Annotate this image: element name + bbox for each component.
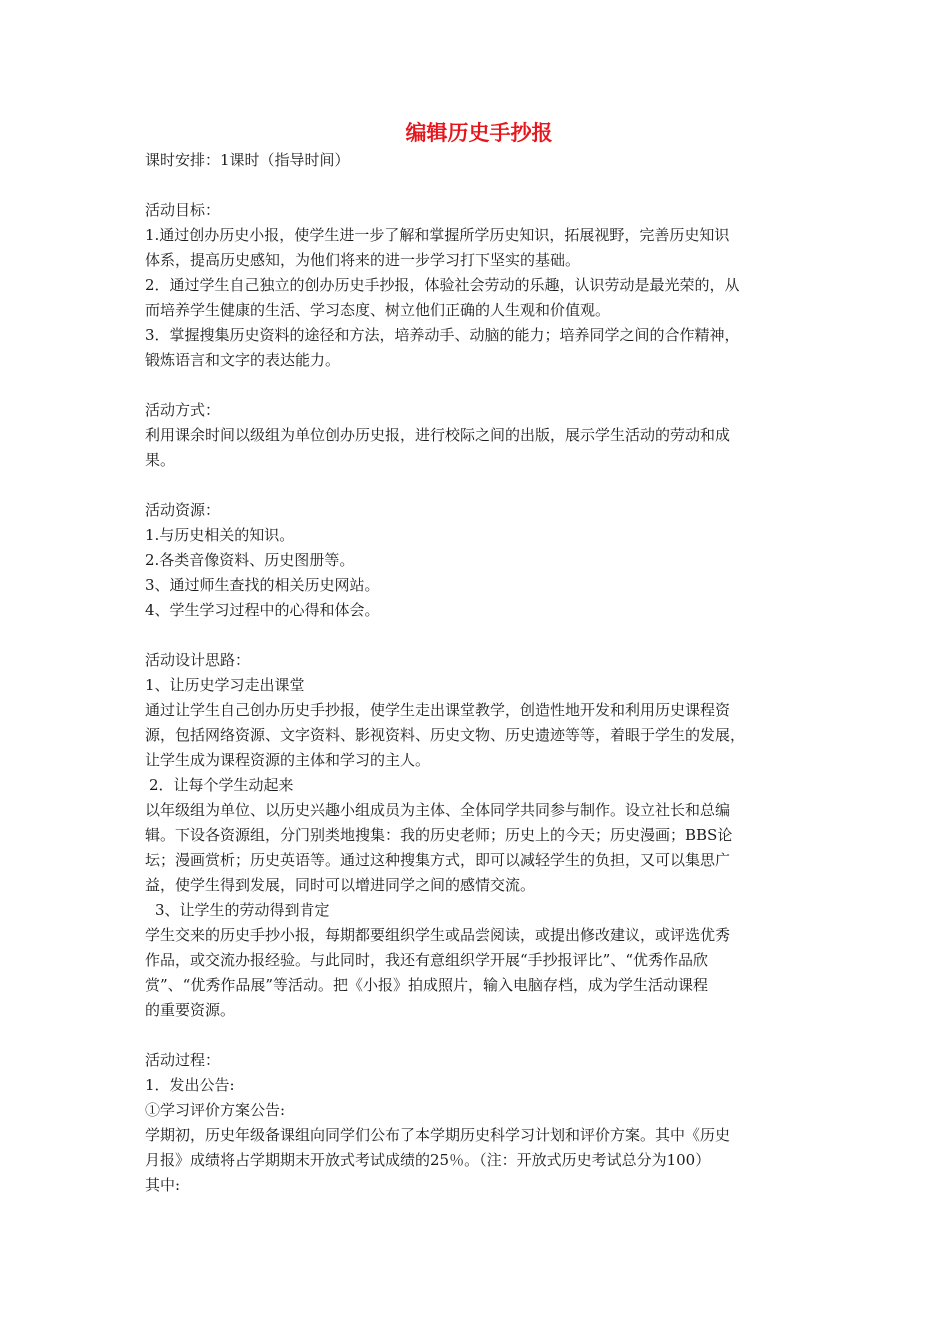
method-line: 利用课余时间以级组为单位创办历史报，进行校际之间的出版，展示学生活动的劳动和成 <box>145 426 731 444</box>
design-subheading: 3、让学生的劳动得到肯定 <box>155 901 330 919</box>
design-subheading: 1、让历史学习走出课堂 <box>145 676 305 694</box>
design-line: 坛；漫画赏析；历史英语等。通过这种搜集方式，即可以减轻学生的负担，又可以集思广 <box>145 851 731 869</box>
process-line: 学期初，历史年级备课组向同学们公布了本学期历史科学习计划和评价方案。其中《历史 <box>145 1126 731 1144</box>
process-section <box>145 1048 813 1198</box>
design-line: 的重要资源。 <box>145 1001 236 1019</box>
spacer <box>145 173 813 198</box>
design-line: 让学生成为课程资源的主体和学习的主人。 <box>145 751 431 769</box>
process-line: 月报》成绩将占学期期末开放式考试成绩的25％。（注：开放式历史考试总分为100） <box>145 1151 711 1169</box>
goals-line: 3．掌握搜集历史资料的途径和方法，培养动手、动脑的能力；培养同学之间的合作精神， <box>145 326 740 344</box>
design-heading: 活动设计思路： <box>145 651 251 669</box>
resources-heading: 活动资源： <box>145 501 221 519</box>
design-line: 赏”、“优秀作品展”等活动。把《小报》拍成照片，输入电脑存档，成为学生活动课程 <box>145 976 709 994</box>
schedule-line: 课时安排：1课时（指导时间） <box>145 151 350 169</box>
resources-line: 4、学生学习过程中的心得和体会。 <box>145 601 380 619</box>
design-line: 作品，或交流办报经验。与此同时，我还有意组织学开展“手抄报评比”、“优秀作品欣 <box>145 951 709 969</box>
method-heading: 活动方式： <box>145 401 221 419</box>
design-line: 以年级组为单位、以历史兴趣小组成员为主体、全体同学共同参与制作。设立社长和总编 <box>145 801 731 819</box>
resources-section <box>145 498 813 623</box>
goals-line: 而培养学生健康的生活、学习态度、树立他们正确的人生观和价值观。 <box>145 301 611 319</box>
design-line: 益，使学生得到发展，同时可以增进同学之间的感情交流。 <box>145 876 536 894</box>
design-line: 辑。下设各资源组，分门别类地搜集：我的历史老师；历史上的今天；历史漫画；BBS论 <box>145 826 733 844</box>
resources-line: 3、通过师生查找的相关历史网站。 <box>145 576 380 594</box>
spacer <box>145 473 813 498</box>
goals-heading: 活动目标： <box>145 201 221 219</box>
goals-line: 2．通过学生自己独立的创办历史手抄报，体验社会劳动的乐趣，认识劳动是最光荣的，从 <box>145 276 740 294</box>
document-title: 编辑历史手抄报 <box>405 121 553 145</box>
goals-line: 体系，提高历史感知，为他们将来的进一步学习打下坚实的基础。 <box>145 251 581 269</box>
design-line: 通过让学生自己创办历史手抄报，使学生走出课堂教学，创造性地开发和利用历史课程资 <box>145 701 731 719</box>
design-section <box>145 648 813 1023</box>
process-subheading: ①学习评价方案公告: <box>145 1101 286 1119</box>
design-subheading: 2．让每个学生动起来 <box>149 776 294 794</box>
method-section <box>145 398 813 473</box>
document-page <box>145 118 813 1198</box>
goals-line: 锻炼语言和文字的表达能力。 <box>145 351 341 369</box>
resources-line: 2.各类音像资料、历史图册等。 <box>145 551 355 569</box>
process-line: 其中: <box>145 1176 181 1194</box>
process-heading: 活动过程： <box>145 1051 221 1069</box>
method-line: 果。 <box>145 451 176 469</box>
design-line: 源，包括网络资源、文字资料、影视资料、历史文物、历史遗迹等等，着眼于学生的发展， <box>145 726 746 744</box>
spacer <box>145 1023 813 1048</box>
resources-line: 1.与历史相关的知识。 <box>145 526 295 544</box>
spacer <box>145 623 813 648</box>
goals-line: 1.通过创办历史小报，使学生进一步了解和掌握所学历史知识，拓展视野，完善历史知识 <box>145 226 730 244</box>
spacer <box>145 373 813 398</box>
goals-section <box>145 198 813 373</box>
process-subheading: 1．发出公告: <box>145 1076 235 1094</box>
design-line: 学生交来的历史手抄小报，每期都要组织学生或品尝阅读，或提出修改建议，或评选优秀 <box>145 926 731 944</box>
